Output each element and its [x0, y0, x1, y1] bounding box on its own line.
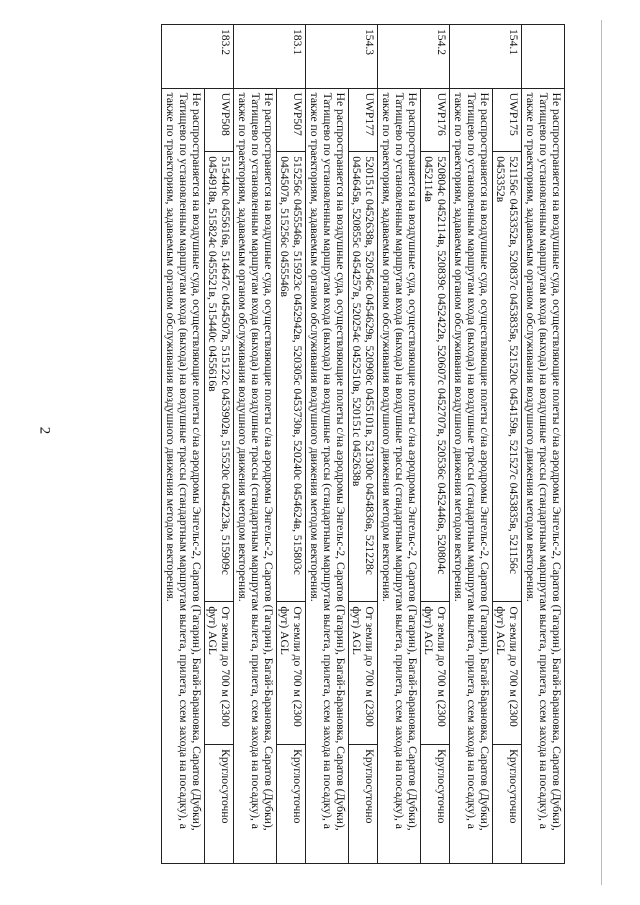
- zone-code: UWP508: [204, 88, 233, 152]
- zone-coordinates: 520151с 0452638в, 520546с 0454629в, 520908с 0455101в, 521300с 0454836в, 521228с 0454645в, 520855с 0454257в, 520254с 0452510в, 520151с 0452638в: [348, 152, 377, 602]
- zone-code: UWP507: [276, 88, 305, 152]
- zone-time: Круглосуточно: [348, 745, 377, 864]
- zone-number: 183.2: [162, 25, 234, 89]
- table-row: [420, 25, 449, 864]
- zone-code: UWP176: [420, 88, 449, 152]
- table-row: [492, 25, 521, 864]
- cell-empty: [522, 25, 565, 89]
- note-cell: Не распространяется на воздушные суда, осуществляющие полеты с/на аэродромы Энгельс-2, Саратов (Гагарин), Багай-Барановка, Саратов (Дубки), Татищево по установленным маршрутам входа (выхода) на воздушные трассы (стандартным маршрутам вылета, прилета, схем захода на посадку), а также по траекториям, задаваемым органом обслуживания воздушного движения методом векторения.: [522, 88, 565, 863]
- zone-code: UWP175: [492, 88, 521, 152]
- table-row: [378, 25, 421, 864]
- zone-coordinates: 520804с 0452114в, 520839с 0452422в, 520607с 0452707в, 520536с 0452446в, 520804с 0452114в: [420, 152, 449, 602]
- zone-number: 183.1: [234, 25, 306, 89]
- table-row: [522, 25, 565, 864]
- zone-code: UWP177: [348, 88, 377, 152]
- zone-number: 154.3: [306, 25, 378, 89]
- zone-time: Круглосуточно: [492, 745, 521, 864]
- note-cell: Не распространяется на воздушные суда, осуществляющие полеты с/на аэродромы Энгельс-2, Саратов (Гагарин), Багай-Барановка, Саратов (Дубки), Татищево по установленным маршрутам входа (выхода) на воздушные трассы (стандартным маршрутам вылета, прилета, схем захода на посадку), а также по траекториям, задаваемым органом обслуживания воздушного движения методом векторения.: [378, 88, 421, 863]
- table-row: [306, 25, 349, 864]
- zone-coordinates: 515440с 0455616в, 514647с 0454507в, 515122с 0453902в, 515520с 0454223в, 515909с 0454918в, 515824с 0455521в, 515440с 0455616в: [204, 152, 233, 602]
- note-cell: Не распространяется на воздушные суда, осуществляющие полеты с/на аэродромы Энгельс-2, Саратов (Гагарин), Багай-Барановка, Саратов (Дубки), Татищево по установленным маршрутам входа (выхода) на воздушные трассы (стандартным маршрутам вылета, прилета, схем захода на посадку), а также по траекториям, задаваемым органом обслуживания воздушного движения методом векторения.: [450, 88, 493, 863]
- zone-coordinates: 521156с 0453352в, 520837с 0453835в, 521520с 0454159в, 521527с 0453835в, 521156с 0453352в: [492, 152, 521, 602]
- zone-number: 154.2: [378, 25, 450, 89]
- note-cell: Не распространяется на воздушные суда, осуществляющие полеты с/на аэродромы Энгельс-2, Саратов (Гагарин), Багай-Барановка, Саратов (Дубки), Татищево по установленным маршрутам входа (выхода) на воздушные трассы (стандартным маршрутам вылета, прилета, схем захода на посадку), а также по траекториям, задаваемым органом обслуживания воздушного движения методом векторения.: [234, 88, 277, 863]
- page-number: 2: [36, 426, 53, 435]
- table-row: [276, 25, 305, 864]
- airspace-zones-table: [161, 24, 565, 864]
- zone-altitude: От земли до 700 м (2300 фут) AGL: [276, 602, 305, 745]
- table-row: [204, 25, 233, 864]
- zone-time: Круглосуточно: [204, 745, 233, 864]
- zone-altitude: От земли до 700 м (2300 фут) AGL: [492, 602, 521, 745]
- rotated-page-content: [80, 0, 575, 905]
- zone-time: Круглосуточно: [420, 745, 449, 864]
- table-row: [450, 25, 493, 864]
- table-row: [162, 25, 205, 864]
- zone-coordinates: 515256с 0455546в, 515923с 0452942в, 520305с 0453730в, 520240с 0454624в, 515803с 0454507в, 515256с 0455546в: [276, 152, 305, 602]
- zone-altitude: От земли до 700 м (2300 фут) AGL: [204, 602, 233, 745]
- zone-time: Круглосуточно: [276, 745, 305, 864]
- zone-altitude: От земли до 700 м (2300 фут) AGL: [348, 602, 377, 745]
- zone-number: 154.1: [450, 25, 522, 89]
- zone-altitude: От земли до 700 м (2300 фут) AGL: [420, 602, 449, 745]
- table-row: [348, 25, 377, 864]
- note-cell: Не распространяется на воздушные суда, осуществляющие полеты с/на аэродромы Энгельс-2, Саратов (Гагарин), Багай-Барановка, Саратов (Дубки), Татищево по установленным маршрутам входа (выхода) на воздушные трассы (стандартным маршрутам вылета, прилета, схем захода на посадку), а также по траекториям, задаваемым органом обслуживания воздушного движения методом векторения.: [162, 88, 205, 863]
- note-cell: Не распространяется на воздушные суда, осуществляющие полеты с/на аэродромы Энгельс-2, Саратов (Гагарин), Багай-Барановка, Саратов (Дубки), Татищево по установленным маршрутам входа (выхода) на воздушные трассы (стандартным маршрутам вылета, прилета, схем захода на посадку), а также по траекториям, задаваемым органом обслуживания воздушного движения методом векторения.: [306, 88, 349, 863]
- table-row: [234, 25, 277, 864]
- page-edge-divider: [601, 20, 603, 885]
